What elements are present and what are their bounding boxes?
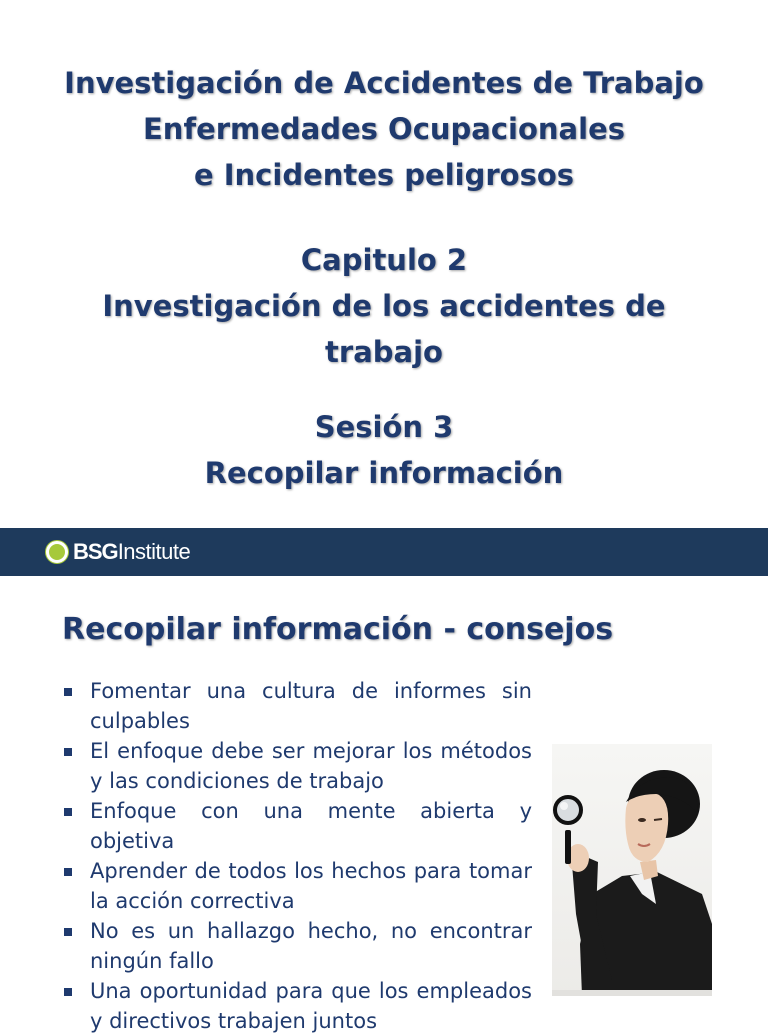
brand-bar — [0, 528, 768, 576]
list-item: Enfoque con una mente abierta y objetiva — [62, 796, 532, 856]
title-line: Investigación de Accidentes de Trabajo — [64, 66, 704, 100]
tips-list — [62, 676, 532, 1036]
woman-with-magnifying-glass-icon — [552, 744, 712, 996]
list-item: El enfoque debe ser mejorar los métodos y las condiciones de trabajo — [62, 736, 532, 796]
bsg-logo-word: Institute — [117, 539, 191, 564]
session-line: Sesión 3 — [314, 410, 454, 444]
slide-tips — [0, 576, 768, 1033]
bsg-logo-icon — [46, 541, 68, 563]
list-item: Fomentar una cultura de informes sin culpables — [62, 676, 532, 736]
chapter-line: Investigación de los accidentes de — [102, 289, 666, 323]
chapter-heading — [0, 237, 768, 375]
title-line: Enfermedades Ocupacionales — [143, 112, 625, 146]
bsg-logo-bold: BSG — [73, 539, 118, 564]
session-line: Recopilar información — [204, 456, 564, 490]
slide-title: Recopilar información - consejos — [62, 612, 614, 647]
chapter-line: Capitulo 2 — [300, 243, 468, 277]
main-title — [0, 60, 768, 198]
list-item: Una oportunidad para que los empleados y directivos trabajen juntos — [62, 976, 532, 1036]
session-heading — [0, 404, 768, 496]
title-line: e Incidentes peligrosos — [193, 158, 575, 192]
chapter-line: trabajo — [325, 335, 443, 369]
list-item: No es un hallazgo hecho, no encontrar ningún fallo — [62, 916, 532, 976]
bsg-logo — [46, 539, 190, 565]
list-item: Aprender de todos los hechos para tomar la acción correctiva — [62, 856, 532, 916]
bsg-logo-text — [73, 539, 190, 565]
